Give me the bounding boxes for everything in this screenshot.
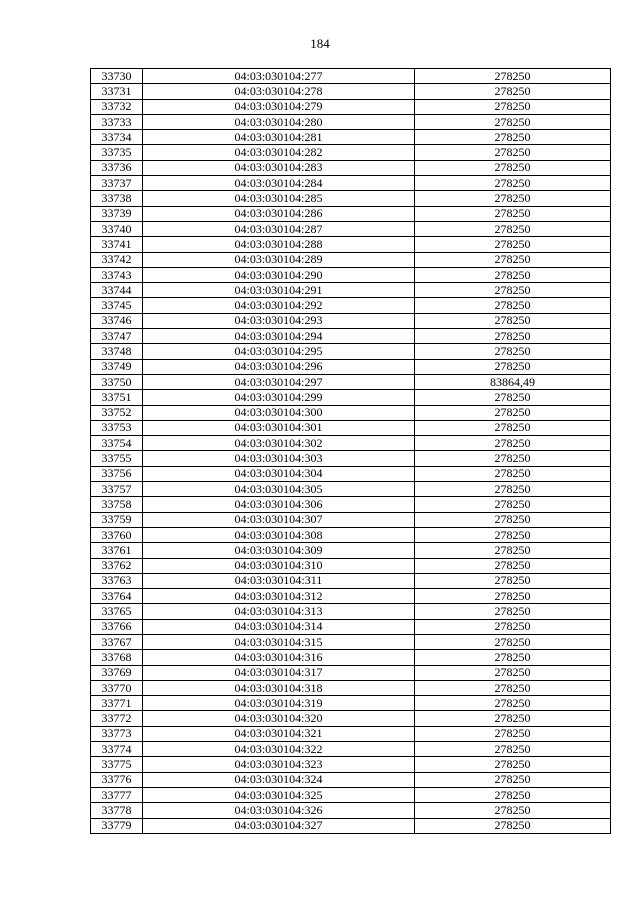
value-cell: 278250: [415, 451, 611, 466]
value-cell: 278250: [415, 803, 611, 818]
cadastral-number-cell: 04:03:030104:293: [143, 313, 415, 328]
row-number-cell: 33770: [91, 680, 143, 695]
cadastral-number-cell: 04:03:030104:323: [143, 757, 415, 772]
cadastral-number-cell: 04:03:030104:288: [143, 237, 415, 252]
table-row: [91, 267, 611, 282]
value-cell: 278250: [415, 420, 611, 435]
row-number-cell: 33778: [91, 803, 143, 818]
table-row: [91, 114, 611, 129]
value-cell: 278250: [415, 145, 611, 160]
row-number-cell: 33766: [91, 619, 143, 634]
row-number-cell: 33739: [91, 206, 143, 221]
page-number: 184: [310, 36, 330, 51]
cadastral-number-cell: 04:03:030104:312: [143, 589, 415, 604]
row-number-cell: 33754: [91, 436, 143, 451]
cadastral-number-cell: 04:03:030104:326: [143, 803, 415, 818]
table-row: [91, 757, 611, 772]
cadastral-number-cell: 04:03:030104:283: [143, 160, 415, 175]
table-row: [91, 390, 611, 405]
value-cell: 83864,49: [415, 374, 611, 389]
row-number-cell: 33758: [91, 497, 143, 512]
cadastral-number-cell: 04:03:030104:291: [143, 283, 415, 298]
row-number-cell: 33768: [91, 650, 143, 665]
value-cell: 278250: [415, 573, 611, 588]
row-number-cell: 33765: [91, 604, 143, 619]
cadastral-number-cell: 04:03:030104:308: [143, 527, 415, 542]
value-cell: 278250: [415, 757, 611, 772]
value-cell: 278250: [415, 329, 611, 344]
table-body: [91, 69, 611, 834]
data-table: [90, 68, 611, 834]
value-cell: 278250: [415, 221, 611, 236]
cadastral-number-cell: 04:03:030104:281: [143, 130, 415, 145]
cadastral-number-cell: 04:03:030104:295: [143, 344, 415, 359]
row-number-cell: 33738: [91, 191, 143, 206]
row-number-cell: 33753: [91, 420, 143, 435]
cadastral-number-cell: 04:03:030104:304: [143, 466, 415, 481]
value-cell: 278250: [415, 130, 611, 145]
value-cell: 278250: [415, 619, 611, 634]
row-number-cell: 33759: [91, 512, 143, 527]
cadastral-number-cell: 04:03:030104:302: [143, 436, 415, 451]
table-row: [91, 787, 611, 802]
table-row: [91, 69, 611, 84]
table-row: [91, 160, 611, 175]
table-row: [91, 527, 611, 542]
cadastral-number-cell: 04:03:030104:306: [143, 497, 415, 512]
table-row: [91, 359, 611, 374]
row-number-cell: 33763: [91, 573, 143, 588]
row-number-cell: 33737: [91, 176, 143, 191]
value-cell: 278250: [415, 176, 611, 191]
table-row: [91, 803, 611, 818]
cadastral-number-cell: 04:03:030104:322: [143, 742, 415, 757]
row-number-cell: 33775: [91, 757, 143, 772]
value-cell: 278250: [415, 543, 611, 558]
table-row: [91, 145, 611, 160]
row-number-cell: 33764: [91, 589, 143, 604]
value-cell: 278250: [415, 99, 611, 114]
cadastral-number-cell: 04:03:030104:325: [143, 787, 415, 802]
table-row: [91, 420, 611, 435]
cadastral-number-cell: 04:03:030104:303: [143, 451, 415, 466]
row-number-cell: 33755: [91, 451, 143, 466]
table-row: [91, 726, 611, 741]
value-cell: 278250: [415, 726, 611, 741]
row-number-cell: 33750: [91, 374, 143, 389]
table-row: [91, 604, 611, 619]
row-number-cell: 33769: [91, 665, 143, 680]
cadastral-number-cell: 04:03:030104:307: [143, 512, 415, 527]
value-cell: 278250: [415, 283, 611, 298]
value-cell: 278250: [415, 634, 611, 649]
row-number-cell: 33762: [91, 558, 143, 573]
row-number-cell: 33760: [91, 527, 143, 542]
table-row: [91, 497, 611, 512]
table-row: [91, 482, 611, 497]
row-number-cell: 33779: [91, 818, 143, 833]
row-number-cell: 33771: [91, 696, 143, 711]
value-cell: 278250: [415, 665, 611, 680]
row-number-cell: 33748: [91, 344, 143, 359]
table-row: [91, 634, 611, 649]
table-row: [91, 665, 611, 680]
value-cell: 278250: [415, 191, 611, 206]
cadastral-number-cell: 04:03:030104:309: [143, 543, 415, 558]
value-cell: 278250: [415, 604, 611, 619]
value-cell: 278250: [415, 527, 611, 542]
cadastral-number-cell: 04:03:030104:286: [143, 206, 415, 221]
cadastral-number-cell: 04:03:030104:315: [143, 634, 415, 649]
table-row: [91, 283, 611, 298]
table-row: [91, 589, 611, 604]
cadastral-number-cell: 04:03:030104:317: [143, 665, 415, 680]
cadastral-number-cell: 04:03:030104:290: [143, 267, 415, 282]
row-number-cell: 33743: [91, 267, 143, 282]
cadastral-number-cell: 04:03:030104:318: [143, 680, 415, 695]
cadastral-number-cell: 04:03:030104:294: [143, 329, 415, 344]
value-cell: 278250: [415, 711, 611, 726]
cadastral-number-cell: 04:03:030104:285: [143, 191, 415, 206]
value-cell: 278250: [415, 787, 611, 802]
table-row: [91, 252, 611, 267]
value-cell: 278250: [415, 466, 611, 481]
cadastral-number-cell: 04:03:030104:324: [143, 772, 415, 787]
value-cell: 278250: [415, 237, 611, 252]
table-row: [91, 436, 611, 451]
row-number-cell: 33752: [91, 405, 143, 420]
value-cell: 278250: [415, 84, 611, 99]
value-cell: 278250: [415, 436, 611, 451]
table-row: [91, 619, 611, 634]
row-number-cell: 33747: [91, 329, 143, 344]
value-cell: 278250: [415, 206, 611, 221]
cadastral-number-cell: 04:03:030104:313: [143, 604, 415, 619]
cadastral-number-cell: 04:03:030104:301: [143, 420, 415, 435]
table-row: [91, 374, 611, 389]
row-number-cell: 33749: [91, 359, 143, 374]
value-cell: 278250: [415, 589, 611, 604]
row-number-cell: 33744: [91, 283, 143, 298]
row-number-cell: 33761: [91, 543, 143, 558]
row-number-cell: 33772: [91, 711, 143, 726]
value-cell: 278250: [415, 696, 611, 711]
value-cell: 278250: [415, 680, 611, 695]
row-number-cell: 33773: [91, 726, 143, 741]
cadastral-number-cell: 04:03:030104:296: [143, 359, 415, 374]
row-number-cell: 33731: [91, 84, 143, 99]
cadastral-number-cell: 04:03:030104:310: [143, 558, 415, 573]
cadastral-number-cell: 04:03:030104:321: [143, 726, 415, 741]
cadastral-number-cell: 04:03:030104:279: [143, 99, 415, 114]
cadastral-number-cell: 04:03:030104:305: [143, 482, 415, 497]
value-cell: 278250: [415, 482, 611, 497]
table-row: [91, 650, 611, 665]
table-row: [91, 818, 611, 833]
row-number-cell: 33745: [91, 298, 143, 313]
table-row: [91, 313, 611, 328]
cadastral-number-cell: 04:03:030104:299: [143, 390, 415, 405]
row-number-cell: 33774: [91, 742, 143, 757]
cadastral-number-cell: 04:03:030104:316: [143, 650, 415, 665]
value-cell: 278250: [415, 405, 611, 420]
value-cell: 278250: [415, 344, 611, 359]
value-cell: 278250: [415, 69, 611, 84]
cadastral-number-cell: 04:03:030104:292: [143, 298, 415, 313]
value-cell: 278250: [415, 114, 611, 129]
row-number-cell: 33767: [91, 634, 143, 649]
table-row: [91, 696, 611, 711]
table-row: [91, 130, 611, 145]
table-row: [91, 772, 611, 787]
row-number-cell: 33730: [91, 69, 143, 84]
value-cell: 278250: [415, 298, 611, 313]
row-number-cell: 33756: [91, 466, 143, 481]
table-row: [91, 405, 611, 420]
cadastral-number-cell: 04:03:030104:297: [143, 374, 415, 389]
value-cell: 278250: [415, 818, 611, 833]
value-cell: 278250: [415, 772, 611, 787]
cadastral-number-cell: 04:03:030104:282: [143, 145, 415, 160]
row-number-cell: 33776: [91, 772, 143, 787]
table-row: [91, 99, 611, 114]
table-row: [91, 543, 611, 558]
table-row: [91, 512, 611, 527]
value-cell: 278250: [415, 512, 611, 527]
table-row: [91, 221, 611, 236]
value-cell: 278250: [415, 267, 611, 282]
row-number-cell: 33751: [91, 390, 143, 405]
value-cell: 278250: [415, 742, 611, 757]
value-cell: 278250: [415, 160, 611, 175]
table-row: [91, 451, 611, 466]
cadastral-number-cell: 04:03:030104:327: [143, 818, 415, 833]
row-number-cell: 33777: [91, 787, 143, 802]
table-row: [91, 466, 611, 481]
value-cell: 278250: [415, 497, 611, 512]
table-row: [91, 344, 611, 359]
cadastral-number-cell: 04:03:030104:278: [143, 84, 415, 99]
table-row: [91, 711, 611, 726]
table-row: [91, 298, 611, 313]
row-number-cell: 33732: [91, 99, 143, 114]
table-row: [91, 680, 611, 695]
value-cell: 278250: [415, 313, 611, 328]
table-row: [91, 176, 611, 191]
cadastral-number-cell: 04:03:030104:320: [143, 711, 415, 726]
table-row: [91, 206, 611, 221]
cadastral-number-cell: 04:03:030104:284: [143, 176, 415, 191]
table-row: [91, 237, 611, 252]
cadastral-number-cell: 04:03:030104:280: [143, 114, 415, 129]
value-cell: 278250: [415, 252, 611, 267]
cadastral-number-cell: 04:03:030104:311: [143, 573, 415, 588]
value-cell: 278250: [415, 650, 611, 665]
row-number-cell: 33736: [91, 160, 143, 175]
cadastral-number-cell: 04:03:030104:300: [143, 405, 415, 420]
table-row: [91, 558, 611, 573]
cadastral-number-cell: 04:03:030104:314: [143, 619, 415, 634]
cadastral-number-cell: 04:03:030104:319: [143, 696, 415, 711]
row-number-cell: 33741: [91, 237, 143, 252]
row-number-cell: 33746: [91, 313, 143, 328]
row-number-cell: 33740: [91, 221, 143, 236]
row-number-cell: 33742: [91, 252, 143, 267]
cadastral-number-cell: 04:03:030104:277: [143, 69, 415, 84]
value-cell: 278250: [415, 390, 611, 405]
value-cell: 278250: [415, 558, 611, 573]
row-number-cell: 33735: [91, 145, 143, 160]
row-number-cell: 33733: [91, 114, 143, 129]
table-row: [91, 742, 611, 757]
table-row: [91, 191, 611, 206]
row-number-cell: 33734: [91, 130, 143, 145]
cadastral-number-cell: 04:03:030104:287: [143, 221, 415, 236]
value-cell: 278250: [415, 359, 611, 374]
cadastral-number-cell: 04:03:030104:289: [143, 252, 415, 267]
table-row: [91, 573, 611, 588]
table-row: [91, 84, 611, 99]
table-row: [91, 329, 611, 344]
row-number-cell: 33757: [91, 482, 143, 497]
